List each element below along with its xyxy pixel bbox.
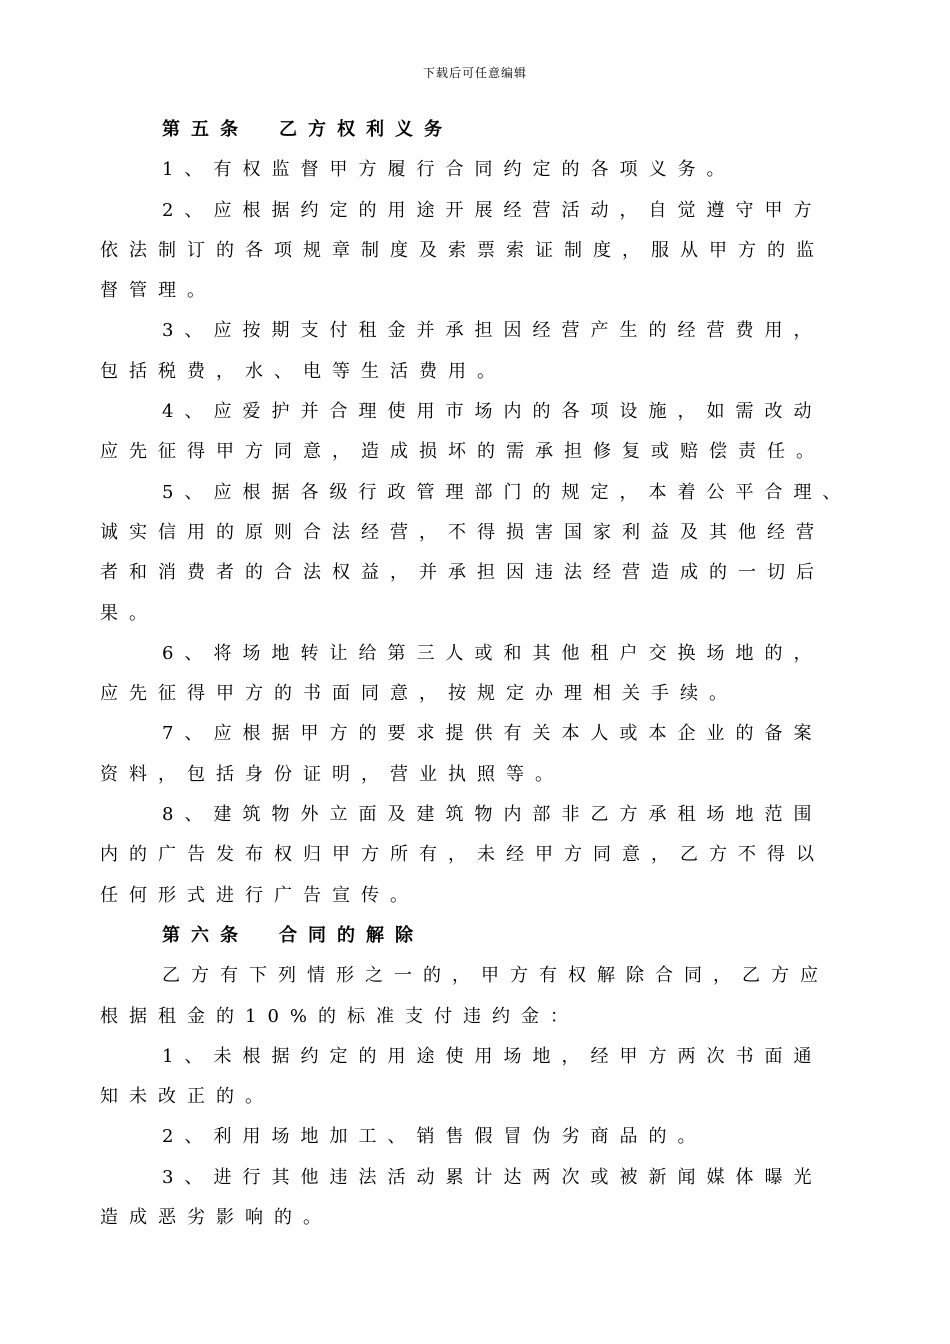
line-text: 者和消费者的合法权益，并承担因违法经营造成的一切后 (100, 562, 825, 584)
text-line (100, 1158, 870, 1198)
section-heading (100, 110, 870, 150)
line-text: 3、应按期支付租金并承担因经营产生的经营费用， (162, 320, 823, 342)
text-line (100, 594, 870, 634)
text-line (100, 1198, 870, 1238)
line-text: 包括税费，水、电等生活费用。 (100, 360, 506, 382)
text-line (100, 271, 870, 311)
line-text: 资料，包括身份证明，营业执照等。 (100, 763, 564, 785)
text-line (100, 956, 870, 996)
text-line (100, 432, 870, 472)
line-text: 8、建筑物外立面及建筑物内部非乙方承租场地范围 (162, 804, 823, 826)
text-line (100, 755, 870, 795)
text-line (100, 473, 870, 513)
section-number: 第六条 (162, 924, 249, 946)
page-header: 下载后可任意编辑 (422, 66, 527, 80)
text-line (100, 997, 870, 1037)
line-text: 督管理。 (100, 280, 216, 302)
line-text: 任何形式进行广告宣传。 (100, 884, 419, 906)
section-number: 第五条 (162, 119, 249, 140)
text-line (100, 191, 870, 231)
line-text: 根据租金的10%的标准支付违约金： (100, 1005, 580, 1027)
line-text: 4、应爱护并合理使用市场内的各项设施，如需改动 (162, 401, 823, 423)
text-line (100, 231, 870, 271)
line-text: 内的广告发布权归甲方所有，未经甲方同意，乙方不得以 (100, 844, 825, 866)
line-text: 造成恶劣影响的。 (100, 1207, 332, 1229)
line-text: 1、未根据约定的用途使用场地，经甲方两次书面通 (162, 1045, 823, 1067)
line-text: 3、进行其他违法活动累计达两次或被新闻媒体曝光 (162, 1166, 823, 1188)
line-text: 依法制订的各项规章制度及索票索证制度，服从甲方的监 (100, 239, 825, 261)
text-line (100, 876, 870, 916)
line-text: 果。 (100, 602, 158, 624)
text-line (100, 674, 870, 714)
line-text: 应先征得甲方的书面同意，按规定办理相关手续。 (100, 683, 738, 705)
line-text: 1、有权监督甲方履行合同约定的各项义务。 (162, 159, 736, 181)
line-text: 7、应根据甲方的要求提供有关本人或本企业的备案 (162, 723, 823, 745)
text-line (100, 1077, 870, 1117)
text-line (100, 150, 870, 190)
text-line (100, 311, 870, 351)
line-text: 2、利用场地加工、销售假冒伪劣商品的。 (162, 1126, 707, 1148)
text-line (100, 352, 870, 392)
line-text: 应先征得甲方同意，造成损坏的需承担修复或赔偿责任。 (100, 441, 825, 463)
section-title: 合同的解除 (279, 924, 424, 946)
text-line (100, 513, 870, 553)
line-text: 知未改正的。 (100, 1086, 274, 1108)
text-line (100, 835, 870, 875)
line-text: 2、应根据约定的用途开展经营活动，自觉遵守甲方 (162, 199, 823, 221)
line-text: 5、应根据各级行政管理部门的规定，本着公平合理、 (162, 481, 852, 503)
document-body (100, 110, 870, 1238)
line-text: 6、将场地转让给第三人或和其他租户交换场地的， (162, 642, 823, 664)
line-text: 乙方有下列情形之一的，甲方有权解除合同，乙方应 (162, 965, 829, 987)
section-title: 乙方权利义务 (279, 119, 453, 140)
text-line (100, 392, 870, 432)
text-line (100, 1117, 870, 1157)
text-line (100, 553, 870, 593)
text-line (100, 1037, 870, 1077)
line-text: 诚实信用的原则合法经营，不得损害国家利益及其他经营 (100, 521, 825, 543)
text-line (100, 634, 870, 674)
text-line (100, 795, 870, 835)
section-heading (100, 916, 870, 956)
text-line (100, 714, 870, 754)
